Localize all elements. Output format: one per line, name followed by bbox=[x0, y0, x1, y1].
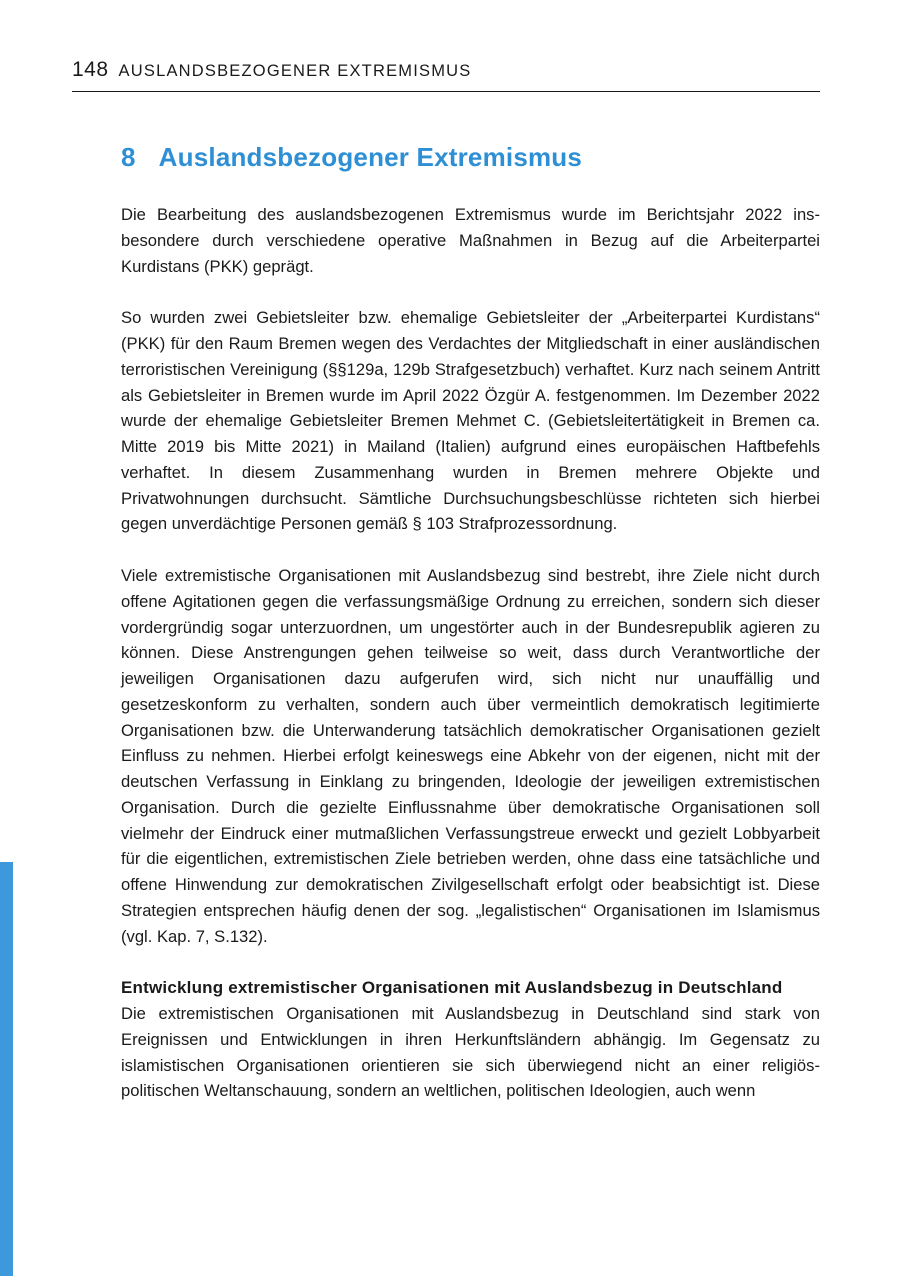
chapter-title: Auslandsbezogener Extremismus bbox=[158, 142, 583, 172]
paragraph-pkk-arrests: So wurden zwei Gebietsleiter bzw. ehemalige Gebietsleiter der „Arbeiterpartei Kurdistans“ (PKK) für den Raum Bremen wegen des Verdachtes der Mitgliedschaft in einer ausländischen terroristischen Vereinigung (§§129a, 129b Strafgesetzbuch) verhaftet. Kurz nach seinem Antritt als Gebietsleiter in Bremen wurde im April 2022 Özgür A. festgenommen. Im Dezember 2022 wurde der ehemalige Gebietsleiter Bremen Mehmet C. (Gebietsleitertätigkeit in Bremen ca. Mitte 2019 bis Mitte 2021) in Mailand (Italien) aufgrund eines europäischen Haftbefehls verhaftet. In diesem Zusammenhang wurden in Bremen mehrere Objekte und Privatwohnungen durchsucht. Sämtliche Durchsuchungsbeschlüsse richteten sich hierbei gegen unverdächtige Personen gemäß § 103 Strafprozessordnung. bbox=[121, 308, 820, 534]
side-color-bar bbox=[0, 862, 13, 1276]
page-number: 148 bbox=[72, 58, 109, 81]
chapter-heading bbox=[121, 142, 582, 173]
chapter-number: 8 bbox=[121, 142, 136, 172]
running-title: AUSLANDSBEZOGENER EXTREMISMUS bbox=[118, 62, 472, 80]
paragraph-strategies: Viele extremistische Organisationen mit Auslandsbezug sind bestrebt, ihre Ziele nicht durch offene Agitationen gegen die verfassungsmäßige Ordnung zu erreichen, sondern sich dieser vordergründig sogar unterzuordnen, um ungestörter auch in der Bundesrepublik agieren zu können. Diese Anstrengungen gehen teilweise so weit, dass durch Verantwortliche der jeweiligen Organisationen dazu aufgerufen wird, sich nicht nur unauffällig und gesetzeskonform zu verhalten, sondern auch über vermeintlich demokratisch legitimierte Organisationen bzw. die Unterwanderung tatsächlich demokratischer Organisationen gezielt Einfluss zu nehmen. Hierbei erfolgt keineswegs eine Abkehr von der eigenen, nicht mit der deutschen Verfassung in Einklang zu bringenden, Ideologie der jeweiligen extremistischen Organisation. Durch die gezielte Einflussnahme über demokratische Organisationen soll vielmehr der Eindruck einer mutmaßlichen Verfassungstreue erweckt und gezielt Lobbyarbeit für die eigentlichen, extremistischen Ziele betrieben werden, ohne dass eine tatsächliche und offene Hinwendung zur demokratischen Zivilgesellschaft erfolgt oder beabsichtigt ist. Diese Strategien entsprechen häufig denen der sog. „legalistischen“ Organisationen im Islamismus (vgl. Kap. 7, S.132). bbox=[121, 566, 820, 946]
paragraph-intro: Die Bearbeitung des auslandsbezogenen Extremismus wurde im Berichtsjahr 2022 insbesondere durch verschiedene operative Maßnahmen in Bezug auf die Arbeiterpartei Kurdistans (PKK) geprägt. bbox=[121, 205, 820, 276]
running-header bbox=[72, 58, 820, 92]
section-paragraph: Die extremistischen Organisationen mit Auslandsbezug in Deutschland sind stark von Ereignissen und Entwicklungen in ihren Herkunftsländern abhängig. Im Gegensatz zu islamistischen Organisationen orientieren sie sich überwiegend nicht an einer religiös-politischen Weltanschauung, sondern an weltlichen, politischen Ideologien, auch wenn bbox=[121, 1004, 820, 1101]
section-heading: Entwicklung extremistischer Organisationen mit Auslandsbezug in Deutschland bbox=[121, 978, 783, 998]
page-content bbox=[121, 202, 820, 1104]
